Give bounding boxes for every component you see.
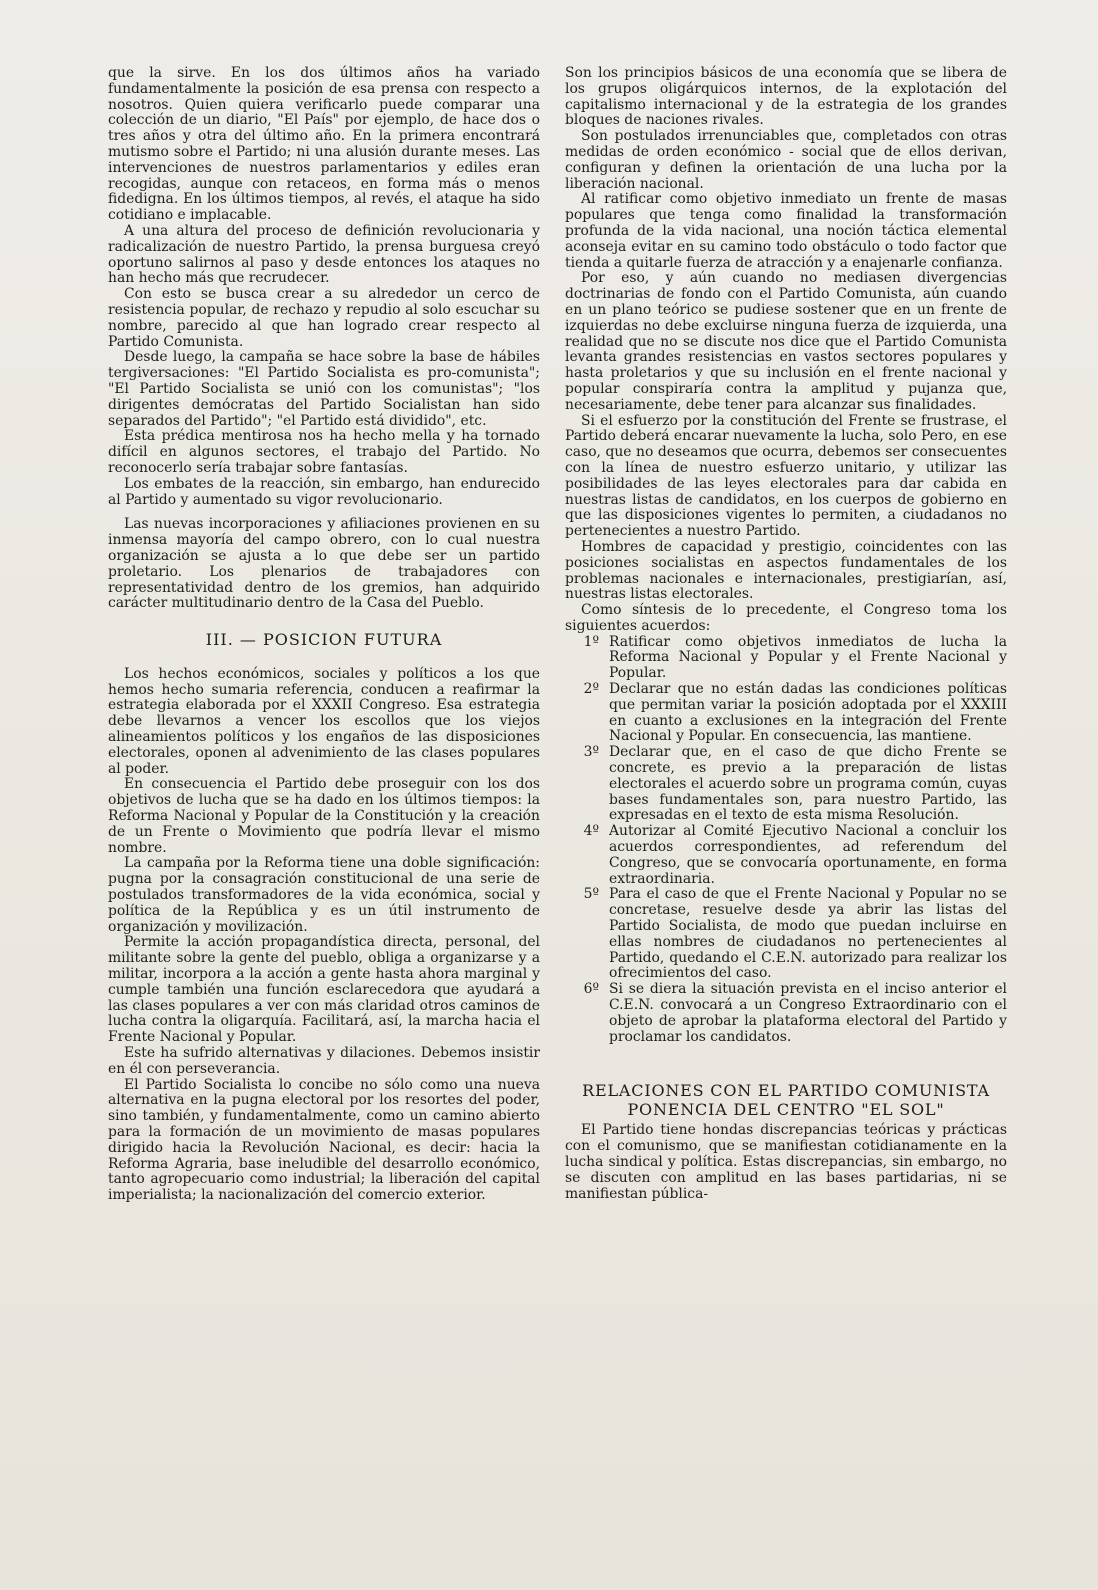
list-item — [565, 635, 1007, 682]
agreements-list — [565, 635, 1007, 1046]
section-heading-posicion-futura: III. — POSICION FUTURA — [205, 630, 443, 650]
item-number: 3º — [583, 744, 599, 761]
section-subheading-ponencia: PONENCIA DEL CENTRO "EL SOL" — [627, 1100, 945, 1120]
item-number: 1º — [583, 633, 599, 650]
paragraph: Con esto se busca crear a su alrededor un cerco de resistencia popular, de rechazo y repudio al solo escuchar su nombre, parecido al que han logrado crear respecto al Partido Comunista. — [108, 286, 540, 350]
list-item — [565, 824, 1007, 887]
list-item — [565, 982, 1007, 1045]
paragraph: Este ha sufrido alternativas y dilaciones. Debemos insistir en él con perseverancia. — [108, 1045, 540, 1077]
item-number: 2º — [583, 681, 599, 698]
paragraph: Los hechos económicos, sociales y políticos a los que hemos hecho sumaria referencia, conducen a reafirmar la estrategia elaborada por el XXXII Congreso. Esa estrategia debe llevarnos a vencer los escollos que los viejos alineamientos políticos y los engaños de las disposiciones electorales, oponen al advenimiento de las clases populares al poder. — [108, 665, 540, 777]
paragraph: Si el esfuerzo por la constitución del Frente se frustrase, el Partido deberá encarar nuevamente la lucha, solo Pero, en ese caso, que no deseamos que ocurra, debemos ser consecuentes con la línea de nuestro esfuerzo unitario, y utilizar las posibilidades de las leyes electorales para dar cabida en nuestras listas de candidatos, en los cuerpos de gobierno en que las disposiciones vigentes lo permiten, a ciudadanos no pertenecientes a nuestro Partido. — [565, 412, 1007, 540]
paragraph: Al ratificar como objetivo inmediato un frente de masas populares que tenga como finalidad la transformación profunda de la vida nacional, una noción táctica elemental aconseja evitar en su camino todo obstáculo o todo factor que tienda a quitarle fuerza de atracción y a enajenarle confianza. — [565, 191, 1007, 271]
paragraph: En consecuencia el Partido debe proseguir con los dos objetivos de lucha que se ha dado en los últimos tiempos: la Reforma Nacional y Popular de la Constitución y la creación de un Frente o Movimiento que podría llevar el mismo nombre. — [108, 776, 540, 856]
list-intro: Como síntesis de lo precedente, el Congreso toma los siguientes acuerdos: — [565, 602, 1007, 634]
item-text: Para el caso de que el Frente Nacional y Popular no se concretase, resuelve desde ya abrir las listas del Partido Socialista, de modo que puedan incluirse en ellas nombres de ciudadanos no pertenecientes al Partido, quedando el C.E.N. autorizado para realizar los ofrecimientos del caso. — [609, 886, 1007, 982]
left-column — [108, 66, 540, 1204]
paragraph: El Partido tiene hondas discrepancias teóricas y prácticas con el comunismo, que se manifiestan cotidianamente en la lucha sindical y política. Estas discrepancias, sin embargo, no se discuten con amplitud en las bases partidarias, ni se manifiestan pública- — [565, 1122, 1007, 1202]
paragraph: Esta prédica mentirosa nos ha hecho mella y ha tornado difícil en algunos sectores, el trabajo del Partido. No reconocerlo sería trabajar sobre fantasías. — [108, 428, 540, 476]
paragraph: Permite la acción propagandística directa, personal, del militante sobre la gente del pueblo, obliga a organizarse y a militar, incorpora a la acción a gente hasta ahora marginal y cumple también una función esclarecedora que ayudará a las clases populares a ver con más claridad otros caminos de lucha contra la oligarquía. Facilitará, así, la marcha hacia el Frente Nacional y Popular. — [108, 934, 540, 1046]
list-item — [565, 682, 1007, 745]
paragraph: A una altura del proceso de definición revolucionaria y radicalización de nuestro Partido, la prensa burguesa creyó oportuno salirnos al paso y desde entonces los ataques no han hecho más que recrudecer. — [108, 222, 540, 287]
item-number: 4º — [583, 823, 599, 840]
item-text: Declarar que, en el caso de que dicho Frente se concrete, es previo a la preparación de listas electorales el acuerdo sobre un programa común, cuyas bases fundamentales son, para nuestro Partido, las expresadas en el texto de esta misma Resolución. — [609, 744, 1007, 824]
item-text: Si se diera la situación prevista en el inciso anterior el C.E.N. convocará a un Congreso Extraordinario con el objeto de aprobar la plataforma electoral del Partido y proclamar los candidatos. — [609, 981, 1007, 1045]
paragraph: Las nuevas incorporaciones y afiliaciones provienen en su inmensa mayoría del campo obrero, con lo cual nuestra organización se ajusta a lo que debe ser un partido proletario. Los plenarios de trabajadores con representatividad dentro de los gremios, han adquirido carácter multitudinario dentro de la Casa del Pueblo. — [108, 516, 540, 612]
paragraph: Por eso, y aún cuando no mediasen divergencias doctrinarias de fondo con el Partido Comunista, aún cuando en un plano teórico se pudiese sostener que en un frente de izquierdas no debe excluirse ninguna fuerza de izquierda, una realidad que no se discute nos dice que el Partido Comunista levanta grandes resistencias en vastos sectores populares y hasta proletarios y que su inclusión en el frente nacional y popular conspiraría contra la amplitud y pujanza que, necesariamente, debe tener para alcanzar sus finalidades. — [565, 270, 1007, 413]
paragraph: Son los principios básicos de una economía que se libera de los grupos oligárquicos internos, de la explotación del capitalismo internacional y de la estrategia de los grandes bloques de naciones rivales. — [565, 65, 1007, 129]
paragraph: El Partido Socialista lo concibe no sólo como una nueva alternativa en la pugna electoral por los resortes del poder, sino también, y fundamentalmente, como un camino abierto para la formación de un movimiento de masas populares dirigido hacia la Revolución Nacional, es decir: hacia la Reforma Agraria, base ineludible del desarrollo económico, tanto agropecuario como industrial; la liberación del capital imperialista; la nacionalización del comercio exterior. — [108, 1076, 540, 1204]
list-item — [565, 745, 1007, 824]
section-heading-relaciones: RELACIONES CON EL PARTIDO COMUNISTA — [582, 1081, 990, 1101]
item-text: Ratificar como objetivos inmediatos de lucha la Reforma Nacional y Popular y el Frente Nacional y Popular. — [609, 633, 1007, 682]
paragraph: La campaña por la Reforma tiene una doble significación: pugna por la consagración constitucional de una serie de postulados transformadores de la vida económica, social y política de la República y es un útil instrumento de organización y movilización. — [108, 855, 540, 935]
item-number: 6º — [583, 981, 599, 998]
item-number: 5º — [583, 886, 599, 903]
paragraph: Desde luego, la campaña se hace sobre la base de hábiles tergiversaciones: "El Partido Socialista es pro-comunista"; "El Partido Socialista se unió con los comunistas"; "los dirigentes demócratas del Partido Socialistan han sido separados del Partido"; "el Partido está dividido", etc. — [108, 349, 540, 429]
right-column — [565, 66, 1007, 1202]
item-text: Autorizar al Comité Ejecutivo Nacional a concluir los acuerdos correspondientes, ad referendum del Congreso, que se convocaría oportunamente, en forma extraordinaria. — [609, 823, 1007, 887]
paragraph: Los embates de la reacción, sin embargo, han endurecido al Partido y aumentado su vigor revolucionario. — [108, 475, 540, 508]
paragraph: Son postulados irrenunciables que, completados con otras medidas de orden económico - social que de ellos derivan, configuran y definen la orientación de una lucha por la liberación nacional. — [565, 128, 1007, 192]
list-item — [565, 887, 1007, 982]
item-text: Declarar que no están dadas las condiciones políticas que permitan variar la posición adoptada por el XXXIII en cuanto a exclusiones en la integración del Frente Nacional y Popular. En consecuencia, las mantiene. — [609, 681, 1007, 745]
paragraph: Hombres de capacidad y prestigio, coincidentes con las posiciones socialistas en aspectos fundamentales de los problemas nacionales e internacionales, prestigiarían, así, nuestras listas electorales. — [565, 538, 1007, 603]
paragraph: que la sirve. En los dos últimos años ha variado fundamentalmente la posición de esa prensa con respecto a nosotros. Quien quiera verificarlo puede comparar una colección de un diario, "El País" por ejemplo, de hace dos o tres años y otra del último año. En la primera encontrará mutismo sobre el Partido; ni una alusión durante meses. Las intervenciones de nuestros parlamentarios y ediles eran recogidas, aunque con retaceos, en forma más o menos fidedigna. En los últimos tiempos, al revés, el ataque ha sido cotidiano e implacable. — [108, 65, 540, 224]
